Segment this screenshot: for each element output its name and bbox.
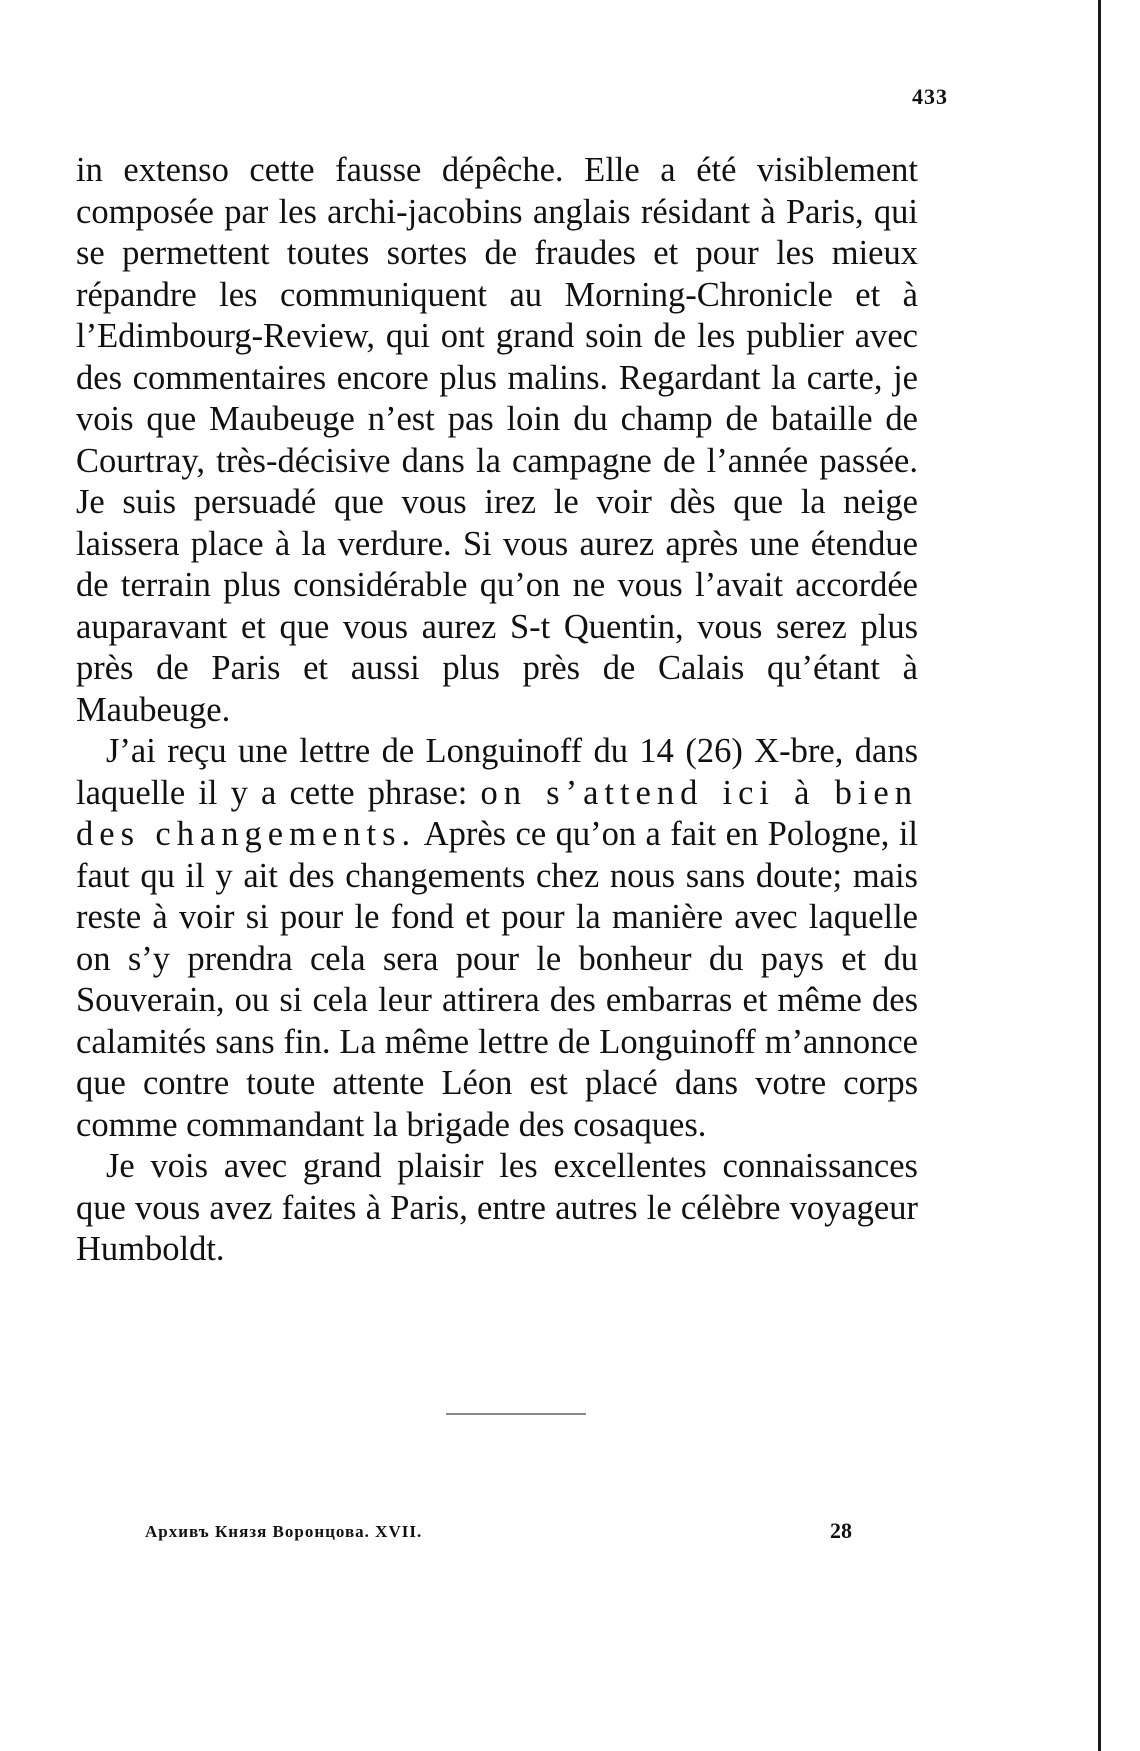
paragraph-2-text-start: J’ai reçu une lettre de Longuinoff du 14 (26) X-bre, dans laquelle il y a cette phrase:: [76, 732, 918, 812]
sheet-number: 28: [830, 1518, 852, 1543]
paragraph-2-spaced-quote: on s’attend ici à bien des changements.: [76, 773, 918, 853]
paragraph-1: [76, 150, 918, 731]
paragraph-2: [76, 731, 918, 1146]
paragraph-3: [76, 1146, 918, 1271]
page-number: 433: [912, 84, 948, 109]
paragraph-3-text: Je vois avec grand plaisir les excellentes connaissances que vous avez faites à Paris, entre autres le célèbre voyageur Humboldt.: [76, 1147, 918, 1268]
signature-mark: Архивъ Князя Воронцова. XVII.: [145, 1522, 423, 1541]
page-edge-line: [1098, 0, 1101, 1751]
paragraph-2-text-end: Après ce qu’on a fait en Pologne, il faut qu il y ait des changements chez nous sans doute; mais reste à voir si pour le fond et pour la manière avec laquelle on s’y prendra cela sera pour le bonheur du pays et du Souverain, ou si cela leur attirera des embarras et même des calamités sans fin. La même lettre de Longuinoff m’annonce que contre toute attente Léon est placé dans votre corps comme commandant la brigade des cosaques.: [76, 815, 918, 1144]
main-text: [76, 150, 918, 1271]
separator-rule: [446, 1413, 586, 1415]
paragraph-1-text: in extenso cette fausse dépêche. Elle a été visiblement composée par les archi-jacobins anglais résidant à Paris, qui se permettent toutes sortes de fraudes et pour les mieux répandre les communiquent au Morning-Chronicle et à l’Edimbourg-Review, qui ont grand soin de les publier avec des commentaires encore plus malins. Regardant la carte, je vois que Maubeuge n’est pas loin du champ de bataille de Courtray, très-décisive dans la campagne de l’année passée. Je suis persuadé que vous irez le voir dès que la neige laissera place à la verdure. Si vous aurez après une étendue de terrain plus considérable qu’on ne vous l’avait accordée auparavant et que vous aurez S-t Quentin, vous serez plus près de Paris et aussi plus près de Calais qu’étant à Maubeuge.: [76, 151, 918, 729]
